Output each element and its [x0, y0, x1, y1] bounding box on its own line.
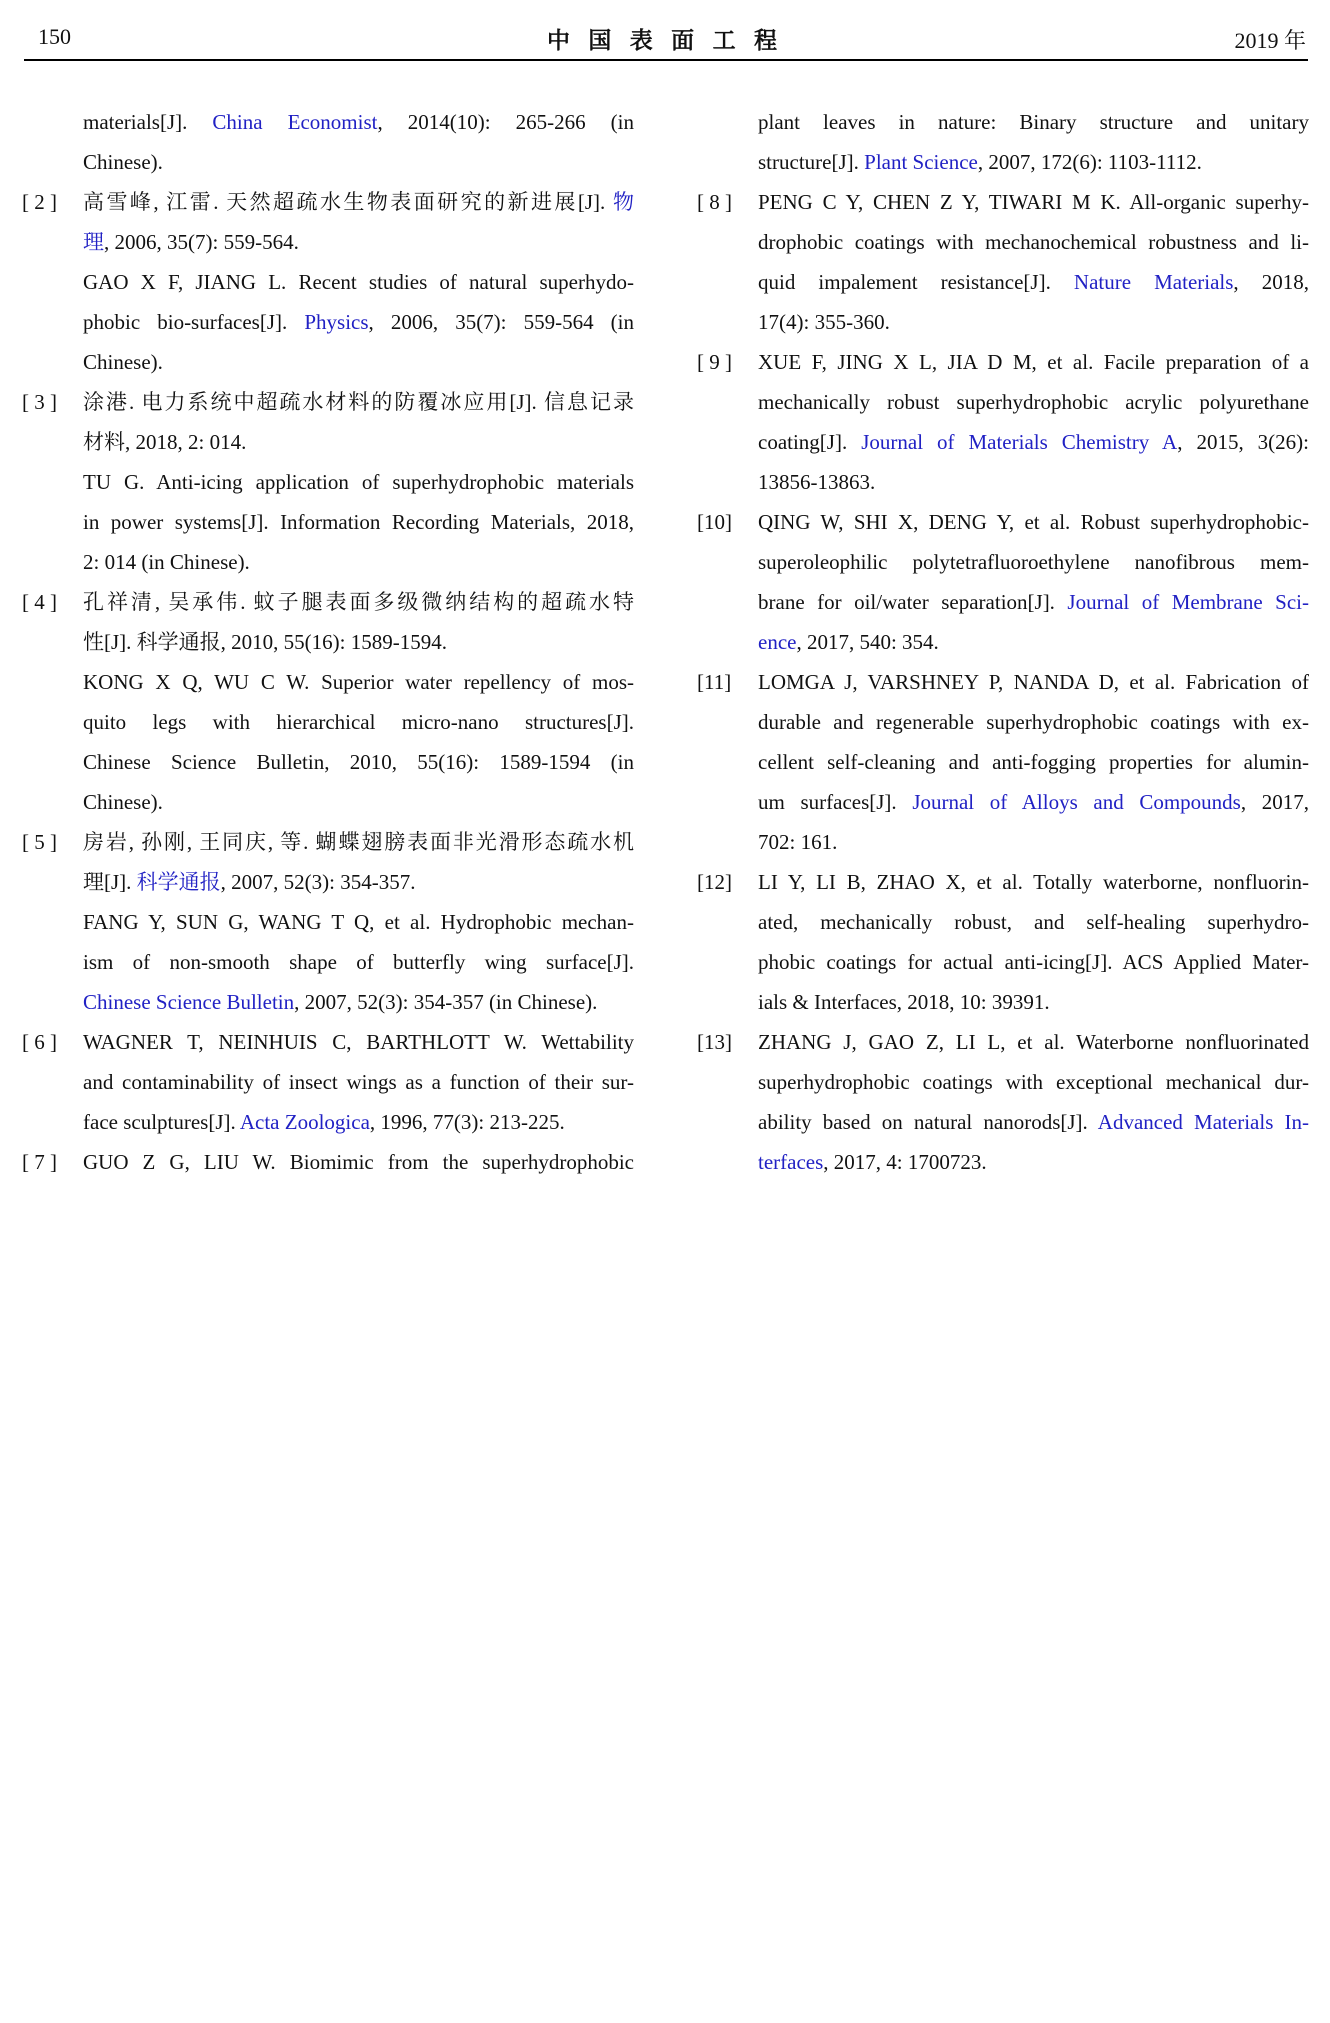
text-segment: TU G. Anti-icing application of superhydrophobic materials	[83, 470, 634, 494]
reference-line	[83, 462, 634, 502]
reference-number: [ 5 ]	[22, 830, 57, 854]
text-segment: , 2017, 540: 354.	[796, 630, 939, 654]
text-segment: face sculptures[J].	[83, 1110, 240, 1134]
reference-number: [12]	[697, 870, 732, 894]
reference-7	[22, 1142, 634, 1182]
reference-body	[83, 1022, 634, 1142]
reference-body	[83, 382, 634, 582]
reference-line	[758, 942, 1309, 982]
reference-line	[758, 662, 1309, 702]
reference-line	[758, 902, 1309, 942]
journal-link[interactable]: Physics	[304, 310, 369, 334]
reference-body	[758, 102, 1309, 182]
reference-line	[758, 822, 1309, 862]
reference-line	[758, 862, 1309, 902]
reference-line	[758, 422, 1309, 462]
reference-line	[83, 622, 634, 662]
text-segment: GUO Z G, LIU W. Biomimic from the superhydrophobic	[83, 1150, 634, 1174]
text-segment: Chinese).	[83, 150, 163, 174]
text-segment: , 2006, 35(7): 559-564.	[104, 230, 299, 254]
reference-5	[22, 822, 634, 1022]
reference-body	[83, 182, 634, 382]
text-segment: mechanically robust superhydrophobic acrylic polyurethane	[758, 390, 1309, 414]
text-segment: quito legs with hierarchical micro-nano structures[J].	[83, 710, 634, 734]
reference-line	[758, 262, 1309, 302]
reference-8	[697, 182, 1309, 342]
text-segment: superhydrophobic coatings with exceptional mechanical dur-	[758, 1070, 1309, 1094]
reference-line	[83, 222, 634, 262]
reference-line	[83, 1062, 634, 1102]
reference-3	[22, 382, 634, 582]
reference-line	[83, 542, 634, 582]
journal-link[interactable]: 物	[613, 190, 634, 214]
text-segment: Chinese).	[83, 790, 163, 814]
journal-link[interactable]: Plant Science	[864, 150, 978, 174]
page-number: 150	[38, 24, 71, 49]
reference-line	[758, 622, 1309, 662]
text-segment: FANG Y, SUN G, WANG T Q, et al. Hydrophobic mechan-	[83, 910, 634, 934]
reference-continuation	[697, 102, 1309, 182]
text-segment: and contaminability of insect wings as a function of their sur-	[83, 1070, 634, 1094]
reference-body	[758, 662, 1309, 862]
text-segment: structure[J].	[758, 150, 865, 174]
text-segment: , 2015, 3(26):	[1177, 430, 1309, 454]
reference-line	[758, 382, 1309, 422]
reference-6	[22, 1022, 634, 1142]
text-segment: , 2017,	[1240, 790, 1309, 814]
column-left	[22, 102, 634, 1182]
reference-13	[697, 1022, 1309, 1182]
reference-line	[758, 1142, 1309, 1182]
text-segment: ated, mechanically robust, and self-healing superhydro-	[758, 910, 1309, 934]
reference-line	[83, 422, 634, 462]
text-segment: cellent self-cleaning and anti-fogging properties for alumin-	[758, 750, 1309, 774]
journal-link[interactable]: Acta Zoologica	[239, 1110, 370, 1134]
text-segment: 702: 161.	[758, 830, 838, 854]
reference-number: [11]	[697, 670, 732, 694]
journal-link[interactable]: Journal of Membrane Sci-	[1067, 590, 1309, 614]
reference-line	[758, 702, 1309, 742]
journal-link[interactable]: 理	[83, 230, 104, 254]
reference-line	[83, 582, 634, 622]
text-segment: , 1996, 77(3): 213-225.	[369, 1110, 565, 1134]
journal-link[interactable]: 科学通报	[136, 870, 221, 894]
text-segment: phobic bio-surfaces[J].	[83, 310, 305, 334]
text-segment: , 2014(10): 265-266 (in	[377, 110, 634, 134]
reference-body	[83, 822, 634, 1022]
reference-line	[83, 302, 634, 342]
reference-continuation	[22, 102, 634, 182]
reference-number: [ 8 ]	[697, 190, 732, 214]
reference-body	[758, 342, 1309, 502]
text-segment: PENG C Y, CHEN Z Y, TIWARI M K. All-organic superhy-	[758, 190, 1309, 214]
journal-link[interactable]: ence	[758, 630, 797, 654]
text-segment: 材料, 2018, 2: 014.	[83, 430, 247, 454]
text-segment: , 2017, 4: 1700723.	[823, 1150, 987, 1174]
journal-link[interactable]: Journal of Materials Chemistry A	[861, 430, 1178, 454]
reference-number	[697, 102, 758, 182]
reference-line	[83, 382, 634, 422]
journal-name: 中 国 表 面 工 程	[547, 27, 783, 53]
reference-line	[83, 102, 634, 142]
reference-body	[758, 502, 1309, 662]
reference-line	[758, 582, 1309, 622]
reference-9	[697, 342, 1309, 502]
text-segment: 2: 014 (in Chinese).	[83, 550, 250, 574]
text-segment: 理[J].	[83, 870, 137, 894]
text-segment: , 2007, 172(6): 1103-1112.	[977, 150, 1202, 174]
reference-number	[22, 102, 83, 182]
text-segment: 孔祥清, 吴承伟. 蚊子腿表面多级微纳结构的超疏水特	[83, 590, 634, 614]
text-segment: LI Y, LI B, ZHAO X, et al. Totally waterborne, nonfluorin-	[758, 870, 1309, 894]
reference-line	[758, 102, 1309, 142]
reference-body	[83, 102, 634, 182]
text-segment: QING W, SHI X, DENG Y, et al. Robust superhydrophobic-	[758, 510, 1309, 534]
text-segment: 13856-13863.	[758, 470, 876, 494]
text-segment: XUE F, JING X L, JIA D M, et al. Facile preparation of a	[758, 350, 1309, 374]
reference-line	[83, 822, 634, 862]
reference-line	[758, 182, 1309, 222]
reference-line	[758, 1022, 1309, 1062]
text-segment: GAO X F, JIANG L. Recent studies of natural superhydo-	[83, 270, 634, 294]
text-segment: LOMGA J, VARSHNEY P, NANDA D, et al. Fabrication of	[758, 670, 1309, 694]
reference-line	[83, 902, 634, 942]
text-segment: , 2007, 52(3): 354-357 (in Chinese).	[294, 990, 598, 1014]
journal-link[interactable]: terfaces	[758, 1150, 824, 1174]
text-segment: phobic coatings for actual anti-icing[J]. ACS Applied Mater-	[758, 950, 1309, 974]
text-segment: superoleophilic polytetrafluoroethylene nanofibrous mem-	[758, 550, 1309, 574]
reference-number: [ 2 ]	[22, 190, 57, 214]
reference-line	[83, 982, 634, 1022]
reference-line	[83, 782, 634, 822]
reference-line	[83, 702, 634, 742]
text-segment: Chinese Science Bulletin, 2010, 55(16): 1589-1594 (in	[83, 750, 634, 774]
reference-body	[758, 1022, 1309, 1182]
reference-10	[697, 502, 1309, 662]
text-segment: 高雪峰, 江雷. 天然超疏水生物表面研究的新进展[J].	[83, 190, 613, 214]
reference-number: [ 4 ]	[22, 590, 57, 614]
reference-4	[22, 582, 634, 822]
reference-body	[758, 862, 1309, 1022]
reference-11	[697, 662, 1309, 862]
text-segment: drophobic coatings with mechanochemical robustness and li-	[758, 230, 1309, 254]
year-label: 2019 年	[1234, 28, 1306, 53]
reference-line	[758, 1102, 1309, 1142]
reference-line	[758, 302, 1309, 342]
journal-link[interactable]: Nature Materials	[1073, 270, 1234, 294]
reference-number: [13]	[697, 1030, 732, 1054]
reference-line	[758, 782, 1309, 822]
text-segment: WAGNER T, NEINHUIS C, BARTHLOTT W. Wettability	[83, 1030, 634, 1054]
text-segment: um surfaces[J].	[758, 790, 913, 814]
reference-number: [ 3 ]	[22, 390, 57, 414]
text-segment: plant leaves in nature: Binary structure and unitary	[758, 110, 1309, 134]
text-segment: durable and regenerable superhydrophobic coatings with ex-	[758, 710, 1309, 734]
text-segment: 性[J]. 科学通报, 2010, 55(16): 1589-1594.	[83, 630, 447, 654]
journal-link[interactable]: Chinese Science Bulletin	[83, 990, 295, 1014]
reference-line	[758, 742, 1309, 782]
reference-line	[758, 502, 1309, 542]
reference-line	[758, 542, 1309, 582]
text-segment: Chinese).	[83, 350, 163, 374]
reference-line	[83, 182, 634, 222]
reference-line	[758, 982, 1309, 1022]
reference-line	[758, 142, 1309, 182]
journal-link[interactable]: Journal of Alloys and Compounds	[912, 790, 1241, 814]
reference-line	[83, 342, 634, 382]
text-segment: , 2007, 52(3): 354-357.	[220, 870, 416, 894]
header-rule	[24, 59, 1308, 61]
reference-number: [ 9 ]	[697, 350, 732, 374]
reference-line	[83, 142, 634, 182]
text-segment: ability based on natural nanorods[J].	[758, 1110, 1098, 1134]
reference-body	[83, 582, 634, 822]
text-segment: 涂港. 电力系统中超疏水材料的防覆冰应用[J]. 信息记录	[83, 390, 634, 414]
reference-line	[83, 1102, 634, 1142]
reference-2	[22, 182, 634, 382]
reference-number: [10]	[697, 510, 732, 534]
reference-line	[83, 1142, 634, 1182]
text-segment: coating[J].	[758, 430, 862, 454]
text-segment: ZHANG J, GAO Z, LI L, et al. Waterborne nonfluorinated	[758, 1030, 1309, 1054]
reference-line	[83, 262, 634, 302]
reference-line	[83, 862, 634, 902]
reference-line	[758, 462, 1309, 502]
reference-line	[758, 222, 1309, 262]
column-right	[697, 102, 1309, 1182]
reference-line	[758, 342, 1309, 382]
text-segment: KONG X Q, WU C W. Superior water repellency of mos-	[83, 670, 634, 694]
reference-body	[758, 182, 1309, 342]
text-segment: , 2006, 35(7): 559-564 (in	[368, 310, 634, 334]
text-segment: 17(4): 355-360.	[758, 310, 890, 334]
text-segment: 房岩, 孙刚, 王同庆, 等. 蝴蝶翅膀表面非光滑形态疏水机	[83, 830, 634, 854]
reference-line	[83, 662, 634, 702]
reference-line	[83, 502, 634, 542]
text-segment: brane for oil/water separation[J].	[758, 590, 1068, 614]
reference-number: [ 7 ]	[22, 1150, 57, 1174]
reference-body	[83, 1142, 634, 1182]
text-segment: ism of non-smooth shape of butterfly wing surface[J].	[83, 950, 634, 974]
reference-number: [ 6 ]	[22, 1030, 57, 1054]
reference-line	[83, 742, 634, 782]
text-segment: , 2018,	[1233, 270, 1309, 294]
text-segment: quid impalement resistance[J].	[758, 270, 1074, 294]
text-segment: materials[J].	[83, 110, 213, 134]
reference-12	[697, 862, 1309, 1022]
journal-link[interactable]: Advanced Materials In-	[1097, 1110, 1309, 1134]
text-segment: ials & Interfaces, 2018, 10: 39391.	[758, 990, 1050, 1014]
reference-line	[83, 942, 634, 982]
journal-link[interactable]: China Economist	[212, 110, 378, 134]
reference-line	[758, 1062, 1309, 1102]
reference-line	[83, 1022, 634, 1062]
text-segment: in power systems[J]. Information Recording Materials, 2018,	[83, 510, 634, 534]
